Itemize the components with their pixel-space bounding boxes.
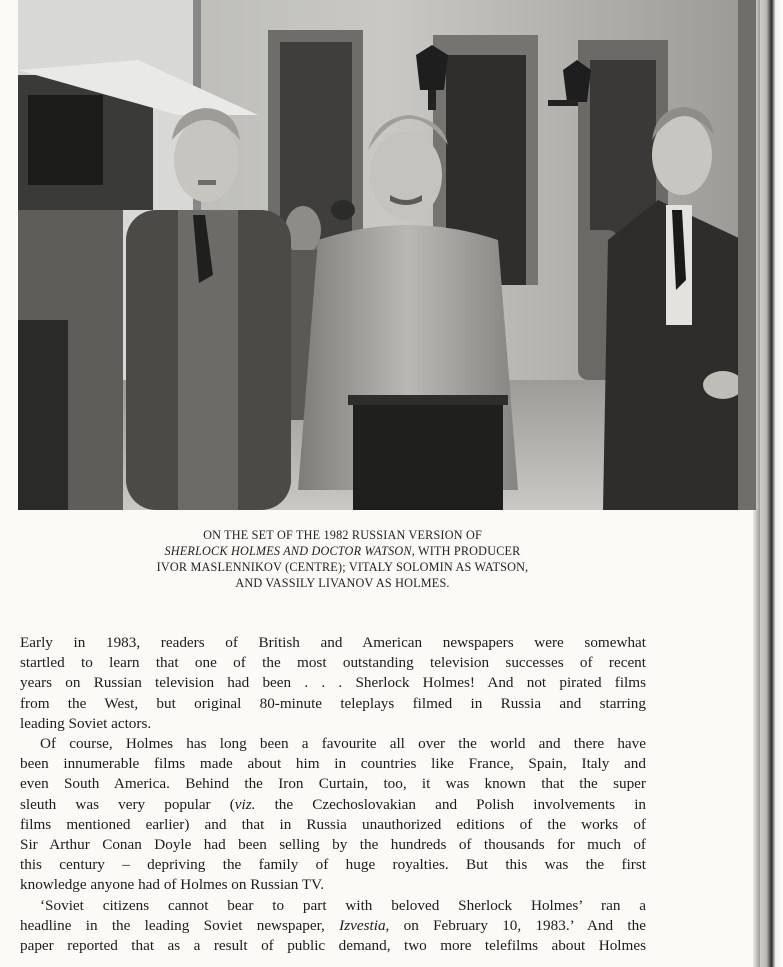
p2-line-6: Sir Arthur Conan Doyle had been selling by the hundreds of thousands for much of [20,836,646,854]
p2-viz-italic: viz. [234,795,256,813]
p1-line-2: startled to learn that one of the most outstanding television successes of recent [20,654,646,672]
caption-line-3: IVOR MASLENNIKOV (CENTRE); VITALY SOLOMIN AS WATSON, [156,560,529,574]
article-body [20,633,646,956]
film-set-photograph [18,0,756,510]
p3-line-2-pre: headline in the leading Soviet newspaper, [20,916,340,934]
p1-line-1: Early in 1983, readers of British and American newspapers were somewhat [20,634,646,651]
caption-title-italic: SHERLOCK HOLMES AND DOCTOR WATSON [164,544,412,558]
p2-line-1: Of course, Holmes has long been a favourite all over the world and there have [40,735,646,753]
caption-line-2 [60,543,625,559]
p1-line-4: from the West, but original 80-minute teleplays filmed in Russia and starring [20,694,646,712]
p3-line-1: ‘Soviet citizens cannot bear to part with beloved Sherlock Holmes’ ran a [40,896,646,914]
p2-line-5: films mentioned earlier) and that in Russia unauthorized editions of the works of [20,815,646,833]
p3-line-3: paper reported that as a result of public demand, two more telefilms about Holmes [20,937,646,955]
p2-line-4-pre: sleuth was very popular ( [20,795,235,813]
p3-line-2-post: , on February 10, 1983.’ And the [385,916,646,934]
p2-line-3: even South America. Behind the Iron Curtain, too, it was known that the super [20,775,646,793]
p1-line-3: years on Russian television had been . . . Sherlock Holmes! And not pirated films [20,674,646,692]
p2-line-2: been innumerable films made about him in countries like France, Spain, Italy and [20,755,646,773]
caption-line-4: AND VASSILY LIVANOV AS HOLMES. [235,576,450,590]
p2-line-7: this century – depriving the family of huge royalties. But this was the first [20,856,646,874]
p1-line-5: leading Soviet actors. [20,714,152,732]
p2-line-4-post: the Czechoslovakian and Polish involvements in [255,795,647,813]
caption-line-1: ON THE SET OF THE 1982 RUSSIAN VERSION OF [203,528,482,542]
p2-line-4 [20,795,646,815]
p2-line-8: knowledge anyone had of Holmes on Russian TV. [20,876,324,894]
photo-caption [60,527,625,591]
p3-line-2 [20,916,646,936]
p3-izvestia-italic: Izvestia [339,916,386,934]
caption-line-2-rest: , WITH PRODUCER [411,544,521,558]
